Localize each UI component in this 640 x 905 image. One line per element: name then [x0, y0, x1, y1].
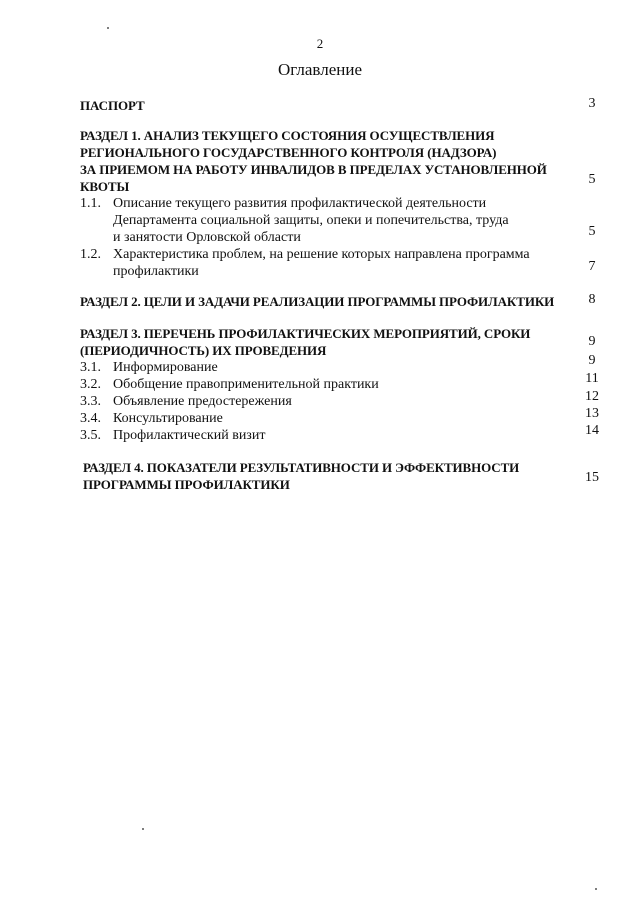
toc-subentry-text: Обобщение правоприменительной практики [113, 377, 379, 392]
scan-speck [142, 828, 144, 830]
toc-page-number: 14 [585, 423, 599, 438]
scan-speck [107, 27, 109, 29]
toc-subentry-number: 3.5. [80, 428, 101, 443]
toc-page-number: 5 [588, 224, 596, 239]
toc-page-number: 7 [588, 259, 596, 274]
toc-section-line: РАЗДЕЛ 4. ПОКАЗАТЕЛИ РЕЗУЛЬТАТИВНОСТИ И ЭФФЕКТИВНОСТИ [83, 460, 520, 475]
toc-title: Оглавление [278, 60, 362, 79]
toc-subentry-line [80, 196, 486, 212]
toc-subentry-text: Объявление предостережения [113, 394, 292, 409]
toc-subentry-number: 3.3. [80, 394, 101, 409]
toc-subentry-line: профилактики [113, 264, 199, 279]
scan-speck [595, 888, 597, 890]
toc-page-number: 13 [585, 406, 599, 421]
toc-section-line: РАЗДЕЛ 3. ПЕРЕЧЕНЬ ПРОФИЛАКТИЧЕСКИХ МЕРОПРИЯТИЙ, СРОКИ [80, 326, 531, 341]
toc-section-line: ЗА ПРИЕМОМ НА РАБОТУ ИНВАЛИДОВ В ПРЕДЕЛАХ УСТАНОВЛЕННОЙ [80, 162, 547, 177]
toc-subentry-text: Характеристика проблем, на решение которых направлена программа [113, 247, 530, 262]
toc-subentry-line: и занятости Орловской области [113, 230, 301, 245]
toc-entry-label: РАЗДЕЛ 2. ЦЕЛИ И ЗАДАЧИ РЕАЛИЗАЦИИ ПРОГРАММЫ ПРОФИЛАКТИКИ [80, 294, 555, 309]
toc-subentry-text: Консультирование [113, 411, 223, 426]
toc-page-number: 3 [588, 96, 596, 111]
toc-subentry-number: 3.2. [80, 377, 101, 392]
toc-subentry-number: 1.1. [80, 196, 101, 211]
toc-section-line: РЕГИОНАЛЬНОГО ГОСУДАРСТВЕННОГО КОНТРОЛЯ (НАДЗОРА) [80, 145, 497, 160]
toc-subentry-line: Департамента социальной защиты, опеки и попечительства, труда [113, 213, 509, 228]
toc-subentry-text: Описание текущего развития профилактической деятельности [113, 196, 487, 211]
toc-entry-label: ПАСПОРТ [80, 98, 145, 113]
toc-page-number: 11 [585, 371, 599, 386]
toc-subentry-text: Профилактический визит [113, 428, 266, 443]
toc-subentry-text: Информирование [113, 360, 218, 375]
toc-page-number: 9 [588, 353, 596, 368]
toc-page-number: 12 [585, 389, 599, 404]
toc-subentry-line [80, 377, 379, 393]
toc-page-number: 9 [588, 334, 596, 349]
toc-subentry-line [80, 360, 218, 376]
toc-section-line: (ПЕРИОДИЧНОСТЬ) ИХ ПРОВЕДЕНИЯ [80, 343, 327, 358]
toc-page-number: 8 [588, 292, 596, 307]
toc-page-number: 15 [585, 470, 599, 485]
toc-subentry-number: 3.1. [80, 360, 101, 375]
toc-section-line: КВОТЫ [80, 179, 130, 194]
toc-subentry-line [80, 411, 223, 427]
toc-subentry-number: 1.2. [80, 247, 101, 262]
page-number: 2 [316, 36, 324, 51]
toc-subentry-line [80, 428, 265, 444]
toc-page-number: 5 [588, 172, 596, 187]
toc-subentry-line [80, 247, 530, 263]
toc-section-line: ПРОГРАММЫ ПРОФИЛАКТИКИ [83, 477, 290, 492]
toc-subentry-line [80, 394, 292, 410]
toc-section-line: РАЗДЕЛ 1. АНАЛИЗ ТЕКУЩЕГО СОСТОЯНИЯ ОСУЩЕСТВЛЕНИЯ [80, 128, 495, 143]
toc-subentry-number: 3.4. [80, 411, 101, 426]
